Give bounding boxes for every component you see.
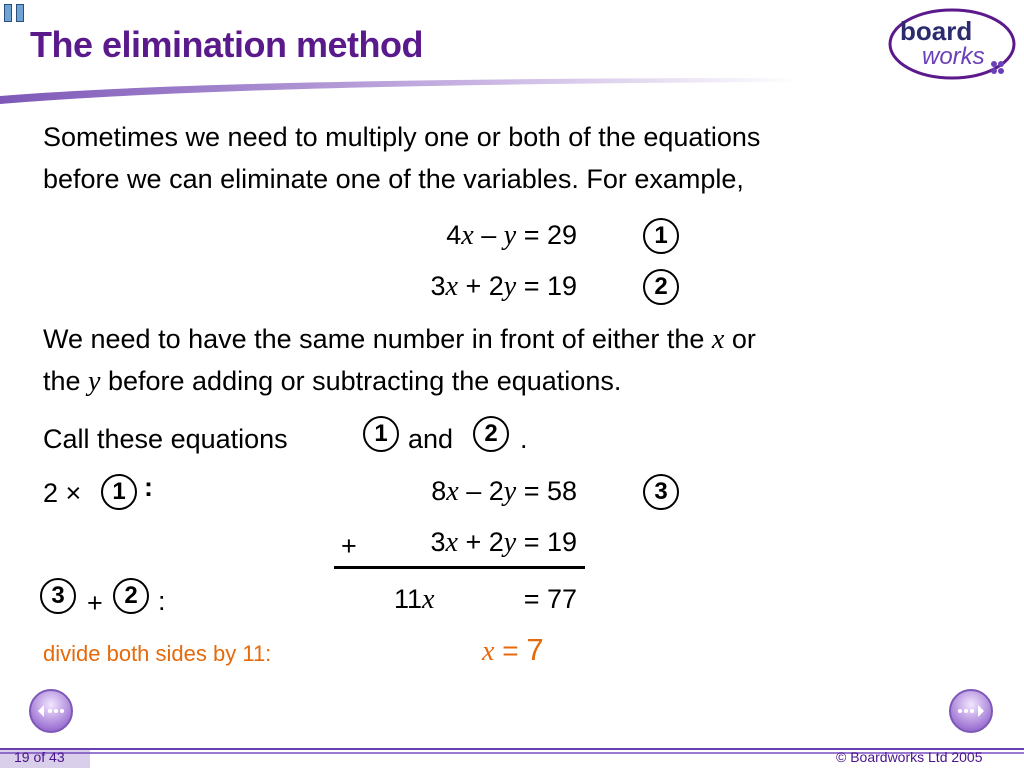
- page-number: 19 of 43: [14, 749, 65, 765]
- page-title: The elimination method: [30, 24, 424, 65]
- call-circle-1: 1: [363, 416, 399, 452]
- step1-colon: :: [144, 472, 153, 502]
- explain-line-2: the y before adding or subtracting the equations.: [43, 366, 622, 397]
- step3-circle-3: 3: [40, 578, 76, 614]
- equation-2: 3x + 2y = 19: [430, 271, 577, 302]
- intro-line-2: before we can eliminate one of the variables. For example,: [43, 164, 744, 194]
- solution-x: x = 7: [482, 632, 544, 667]
- step1-circle: 1: [101, 474, 137, 510]
- equation-number-3: 3: [643, 474, 679, 510]
- equation-number-2: 2: [643, 269, 679, 305]
- pause-bar-right: [16, 4, 24, 22]
- intro-line-1: Sometimes we need to multiply one or both of the equations: [43, 122, 761, 152]
- equation-1: 4x – y = 29: [446, 220, 577, 251]
- boardworks-logo: [886, 6, 1018, 82]
- next-arrow-icon[interactable]: [948, 688, 994, 734]
- pause-icon[interactable]: [4, 4, 26, 22]
- equation-number-1: 1: [643, 218, 679, 254]
- explain-line-1: We need to have the same number in front of either the x or: [43, 324, 756, 355]
- previous-arrow-icon[interactable]: [28, 688, 74, 734]
- step3-circle-2: 2: [113, 578, 149, 614]
- call-and-text: and: [408, 424, 454, 454]
- call-circle-2: 2: [473, 416, 509, 452]
- call-equations-label: Call these equations: [43, 424, 288, 454]
- step1-equation: 8x – 2y = 58: [431, 476, 577, 507]
- logo-text-works: works: [922, 43, 985, 70]
- sum-rule-line: [334, 566, 585, 569]
- copyright-text: © Boardworks Ltd 2005: [836, 749, 983, 765]
- step2-equation: 3x + 2y = 19: [430, 527, 577, 558]
- title-underline-decoration: [0, 72, 800, 106]
- step1-label: 2 ×: [43, 478, 82, 508]
- step3-plus: +: [87, 588, 103, 618]
- step2-plus: +: [341, 531, 357, 561]
- step3-lhs: 11x: [394, 584, 435, 615]
- divide-instruction: divide both sides by 11:: [43, 641, 272, 666]
- pause-bar-left: [4, 4, 12, 22]
- step3-rhs: = 77: [523, 584, 577, 614]
- logo-text-board: board: [900, 16, 973, 46]
- step3-colon: :: [158, 586, 166, 616]
- call-period: .: [520, 424, 528, 454]
